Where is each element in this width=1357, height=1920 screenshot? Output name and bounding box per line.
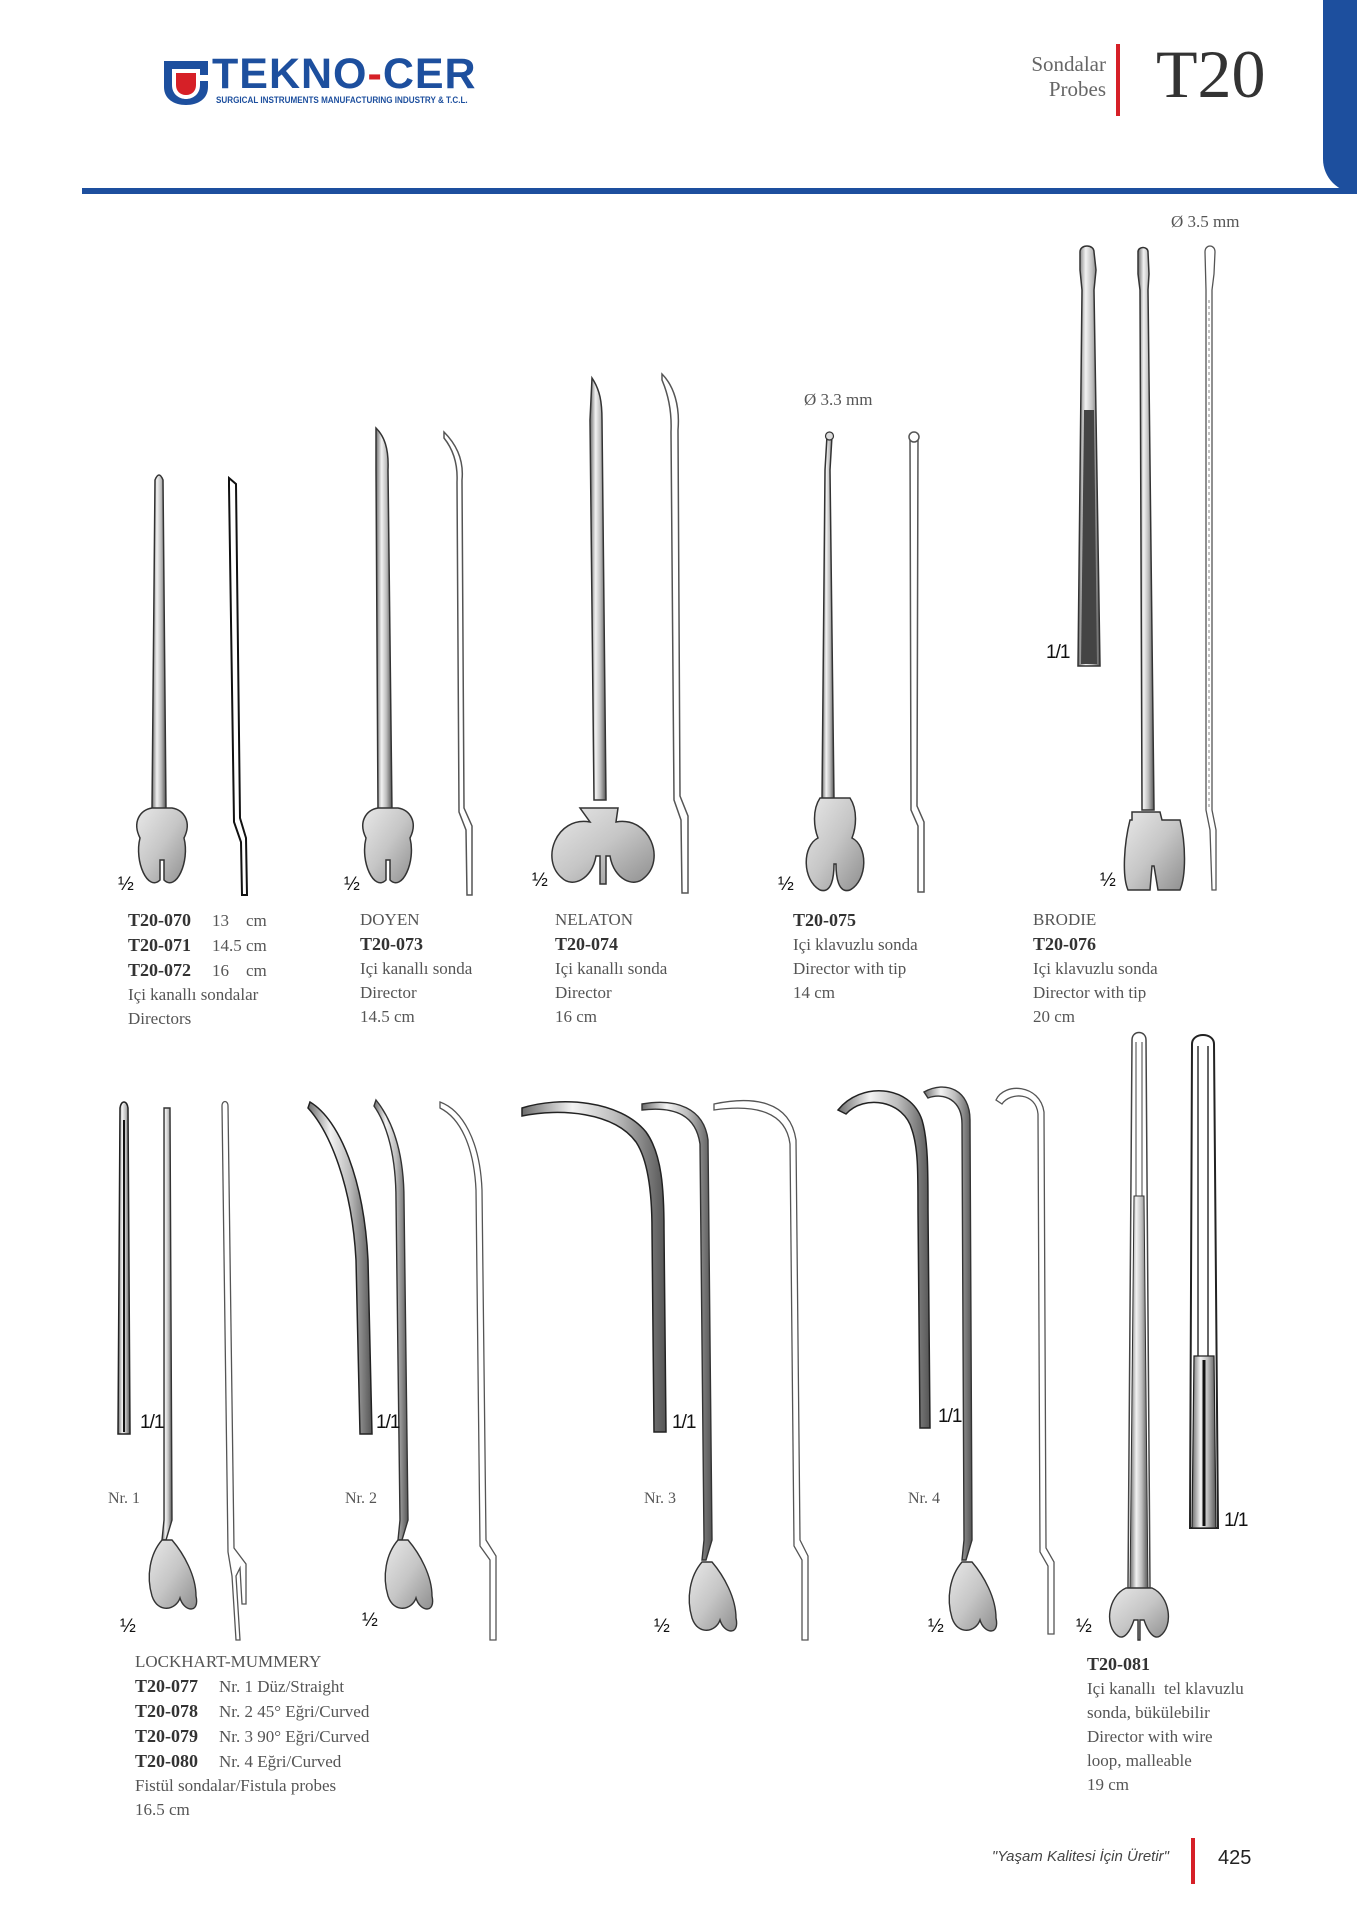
caption-t20-075 (793, 908, 918, 1005)
caption-code: T20-074 (555, 934, 618, 954)
category-en: Probes (1048, 77, 1106, 101)
number-label-nr2: Nr. 2 (345, 1490, 377, 1507)
scale-detail-nr3: 1/1 (672, 1412, 696, 1433)
scale-detail-nr4: 1/1 (938, 1406, 962, 1427)
caption-line: T20-070 13 cm (128, 910, 267, 930)
category-code: T20 (1156, 36, 1266, 112)
probe-t20-081-front (1110, 1033, 1169, 1641)
caption-line: T20-077 Nr. 1 Düz/Straight (135, 1676, 345, 1696)
probe-t20-078-detail (308, 1102, 372, 1434)
number-label-nr1: Nr. 1 (108, 1490, 140, 1507)
caption-line: T20-078 Nr. 2 45° Eğri/Curved (135, 1701, 370, 1721)
caption-desc: 14 cm (793, 983, 836, 1002)
caption-code: T20-073 (360, 934, 423, 954)
probe-t20-070-front (137, 475, 187, 883)
probe-t20-073-front (363, 428, 413, 883)
brand-subtitle: SURGICAL INSTRUMENTS MANUFACTURING INDUSTRY & T.C.L. (216, 95, 468, 105)
caption-line: T20-079 Nr. 3 90° Eğri/Curved (135, 1726, 370, 1746)
probe-t20-079-side (714, 1101, 808, 1640)
caption-desc: loop, malleable (1087, 1751, 1192, 1770)
caption-desc: Içi kanallı sonda (555, 959, 668, 978)
probe-t20-080-side (996, 1088, 1054, 1634)
caption-line: T20-072 16 cm (128, 960, 267, 980)
caption-heading: NELATON (555, 910, 634, 929)
caption-desc: Içi kanallı tel klavuzlu (1087, 1679, 1244, 1698)
probe-t20-079-detail (522, 1102, 666, 1432)
caption-code: T20-081 (1087, 1654, 1150, 1674)
probe-t20-076-front (1124, 248, 1184, 891)
caption-desc: Fistül sondalar/Fistula probes (135, 1776, 337, 1795)
caption-heading: LOCKHART-MUMMERY (135, 1652, 322, 1671)
scale-t20-081: ½ (1076, 1616, 1091, 1637)
caption-heading: BRODIE (1033, 910, 1097, 929)
caption-lockhart-mummery (135, 1650, 369, 1822)
probe-t20-075-side (909, 432, 924, 892)
caption-line: T20-080 Nr. 4 Eğri/Curved (135, 1751, 342, 1771)
caption-t20-070-072 (128, 908, 267, 1031)
diameter-t20-076: Ø 3.5 mm (1171, 212, 1240, 231)
probe-t20-081-detail (1190, 1035, 1218, 1528)
probe-t20-074-side (662, 374, 688, 893)
scale-nr2: ½ (362, 1610, 377, 1631)
caption-desc: 14.5 cm (360, 1007, 415, 1026)
diameter-t20-075: Ø 3.3 mm (804, 390, 873, 409)
caption-code: T20-075 (793, 910, 856, 930)
scale-t20-073: ½ (344, 874, 359, 895)
caption-desc: 20 cm (1033, 1007, 1076, 1026)
caption-desc: sonda, bükülebilir (1087, 1703, 1210, 1722)
scale-t20-070: ½ (118, 874, 133, 895)
category-tr: Sondalar (1031, 52, 1106, 76)
scale-t20-076: ½ (1100, 870, 1115, 891)
caption-heading: DOYEN (360, 910, 420, 929)
number-label-nr4: Nr. 4 (908, 1490, 940, 1507)
probe-t20-074-front (552, 378, 654, 884)
caption-desc: Director (555, 983, 612, 1002)
caption-desc: 16.5 cm (135, 1800, 190, 1819)
scale-detail-nr2: 1/1 (376, 1412, 400, 1433)
scale-nr3: ½ (654, 1616, 669, 1637)
caption-desc: Içi kanallı sondalar (128, 985, 259, 1004)
scale-nr1: ½ (120, 1616, 135, 1637)
probe-t20-070-side (229, 478, 247, 895)
caption-desc: Director with tip (793, 959, 907, 978)
scale-t20-075: ½ (778, 874, 793, 895)
probe-t20-075-front (806, 432, 864, 891)
scale-detail-t20-076: 1/1 (1046, 642, 1070, 663)
brand-name: TEKNO-CER (212, 50, 477, 98)
probe-t20-077-side (222, 1102, 246, 1641)
caption-t20-076 (1033, 908, 1158, 1029)
caption-desc: Director with tip (1033, 983, 1147, 1002)
caption-desc: Içi klavuzlu sonda (793, 935, 918, 954)
caption-t20-081 (1087, 1652, 1244, 1797)
scale-detail-nr1: 1/1 (140, 1412, 164, 1433)
probe-t20-080-front (924, 1087, 997, 1631)
caption-desc: Directors (128, 1009, 192, 1028)
caption-t20-074 (555, 908, 667, 1029)
caption-desc: Director with wire (1087, 1727, 1213, 1746)
footer-divider (1191, 1838, 1195, 1884)
footer-slogan: "Yaşam Kalitesi İçin Üretir" (991, 1848, 1169, 1865)
scale-t20-074: ½ (532, 870, 547, 891)
caption-t20-073 (360, 908, 472, 1029)
page-number: 425 (1218, 1847, 1252, 1869)
probe-t20-077-front (149, 1108, 196, 1609)
probe-t20-076-side (1205, 246, 1216, 890)
caption-desc: Içi klavuzlu sonda (1033, 959, 1158, 978)
caption-code: T20-076 (1033, 934, 1096, 954)
probe-t20-073-side (444, 432, 472, 895)
number-label-nr3: Nr. 3 (644, 1490, 676, 1507)
probe-t20-077-detail (118, 1102, 130, 1434)
caption-desc: 16 cm (555, 1007, 598, 1026)
probe-t20-078-side (440, 1102, 496, 1640)
caption-desc: Içi kanallı sonda (360, 959, 473, 978)
scale-detail-t20-081: 1/1 (1224, 1510, 1248, 1531)
caption-desc: 19 cm (1087, 1775, 1130, 1794)
probe-t20-080-detail (838, 1091, 930, 1428)
probe-t20-078-front (374, 1100, 433, 1609)
probe-t20-076-detail (1078, 246, 1100, 666)
caption-desc: Director (360, 983, 417, 1002)
scale-nr4: ½ (928, 1616, 943, 1637)
caption-line: T20-071 14.5 cm (128, 935, 267, 955)
